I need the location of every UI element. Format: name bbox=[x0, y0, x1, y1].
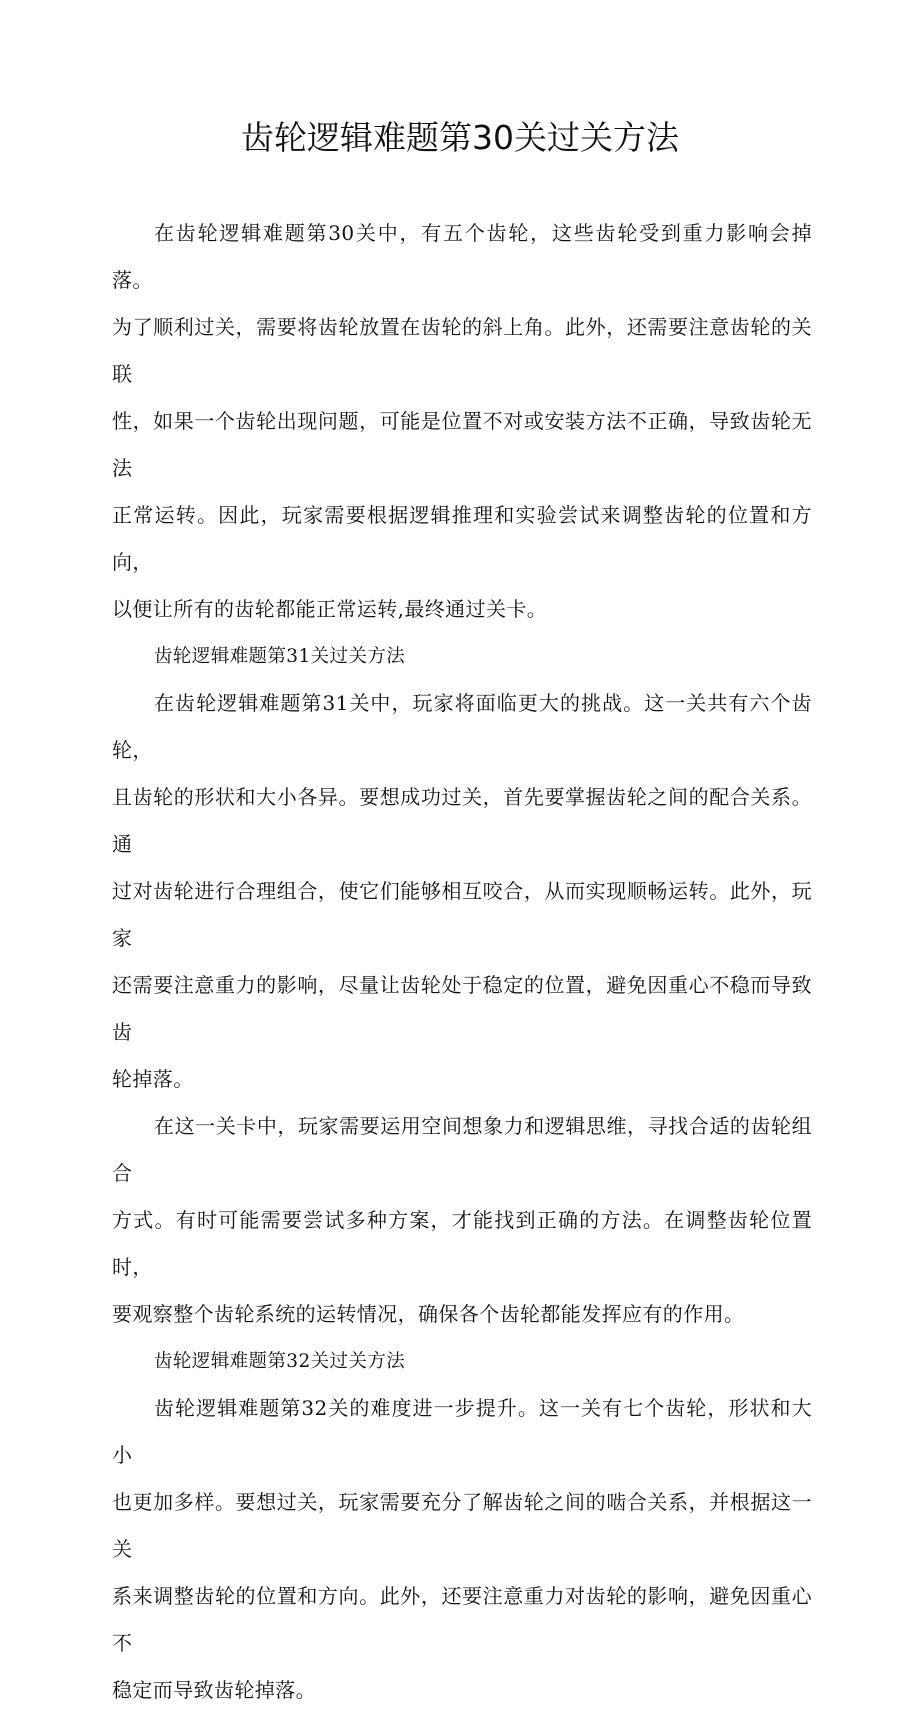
document-body bbox=[112, 210, 812, 1714]
document-title: 齿轮逻辑难题第30关过关方法 bbox=[241, 118, 679, 157]
paragraph-level-31-intro: 在齿轮逻辑难题第31关中，玩家将面临更大的挑战。这一关共有六个齿轮， 且齿轮的形状和大小各异。要想成功过关，首先要掌握齿轮之间的配合关系。通 过对齿轮进行合理组合，使它们能够相互咬合，从而实现顺畅运转。此外，玩家 还需要注意重力的影响，尽量让齿轮处于稳定的位置，避免因重心不稳而导致齿 轮掉落。 bbox=[112, 691, 812, 1091]
section-heading-level-32: 齿轮逻辑难题第32关过关方法 bbox=[154, 1351, 406, 1372]
section-heading-level-31: 齿轮逻辑难题第31关过关方法 bbox=[154, 646, 406, 667]
paragraph-level-31-strategy: 在这一关卡中，玩家需要运用空间想象力和逻辑思维，寻找合适的齿轮组合 方式。有时可能需要尝试多种方案，才能找到正确的方法。在调整齿轮位置时， 要观察整个齿轮系统的运转情况，确保各个齿轮都能发挥应有的作用。 bbox=[112, 1114, 812, 1326]
paragraph-level-30: 在齿轮逻辑难题第30关中，有五个齿轮，这些齿轮受到重力影响会掉落。 为了顺利过关，需要将齿轮放置在齿轮的斜上角。此外，还需要注意齿轮的关联 性，如果一个齿轮出现问题，可能是位置不对或安装方法不正确，导致齿轮无法 正常运转。因此，玩家需要根据逻辑推理和实验尝试来调整齿轮的位置和方向， 以便让所有的齿轮都能正常运转,最终通过关卡。 bbox=[112, 221, 812, 621]
paragraph-level-32: 齿轮逻辑难题第32关的难度进一步提升。这一关有七个齿轮，形状和大小 也更加多样。要想过关，玩家需要充分了解齿轮之间的啮合关系，并根据这一关 系来调整齿轮的位置和方向。此外，还要注意重力对齿轮的影响，避免因重心不 稳定而导致齿轮掉落。 bbox=[112, 1396, 812, 1702]
